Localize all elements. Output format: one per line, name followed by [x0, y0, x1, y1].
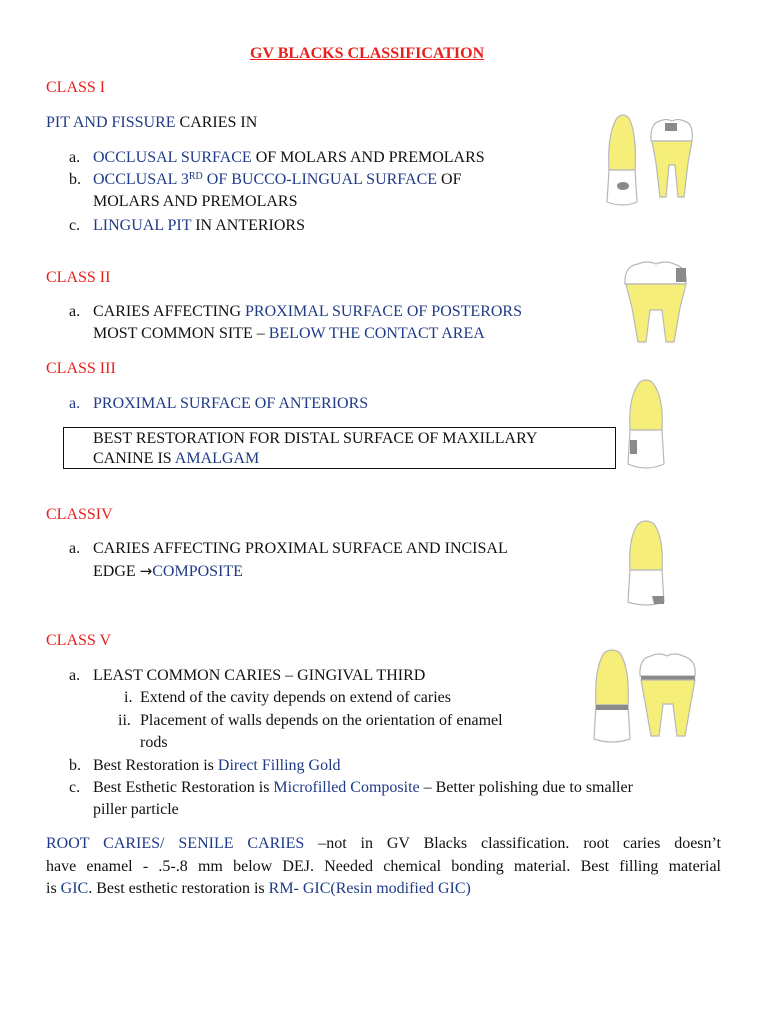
class1-item-a-rest: OF MOLARS AND PREMOLARS: [251, 149, 485, 166]
class5-item-b-marker: b.: [69, 757, 81, 774]
class5-item-c-rest: – Better polishing due to smaller: [419, 779, 633, 796]
root-caries-line1: [46, 834, 721, 854]
class1-item-a-marker: a.: [69, 149, 81, 166]
class3-note-line2-term: AMALGAM: [174, 450, 260, 467]
root-caries-line2: have enamel - .5-.8 mm below DEJ. Needed chemical bonding material. Best filling material: [46, 858, 721, 875]
root-caries-term: ROOT CARIES/ SENILE CARIES: [46, 835, 305, 852]
molar-class2-icon: [620, 258, 692, 348]
root-caries-line1-text: –not in GV Blacks classification. root caries doesn’t: [304, 835, 722, 852]
class5-item-c-line2: piller particle: [93, 801, 179, 818]
class1-item-a: [93, 148, 485, 168]
incisor-class4-icon: [622, 518, 672, 610]
class2-item-a-term: PROXIMAL SURFACE OF POSTERORS: [245, 303, 522, 320]
class4-heading: CLASSIV: [46, 506, 113, 523]
class2-item-a-text: CARIES AFFECTING: [93, 303, 246, 320]
class2-item-a-line2: [93, 324, 485, 344]
class1-item-b-superscript: RD: [188, 171, 203, 182]
class1-item-c-marker: c.: [69, 217, 81, 234]
class2-heading: CLASS II: [46, 269, 111, 286]
class5-item-i-marker: i.: [124, 689, 133, 706]
class5-heading: CLASS V: [46, 632, 112, 649]
incisor-class1-icon: [603, 110, 651, 210]
class5-item-c-text: Best Esthetic Restoration is: [93, 779, 274, 796]
class5-item-ii-line2: rods: [140, 734, 168, 751]
arrow-right-icon: →: [139, 562, 153, 580]
class5-item-b: [93, 756, 341, 776]
canine-class3-icon: [620, 378, 672, 474]
root-caries-line3: [46, 879, 471, 899]
class1-item-b-term: [93, 171, 437, 188]
class2-item-a: [93, 302, 522, 322]
root-caries-rmgic: RM- GIC(Resin modified GIC): [268, 880, 471, 897]
incisor-class5-icon: [588, 645, 640, 745]
class2-item-a-marker: a.: [69, 303, 81, 320]
class1-item-a-term: OCCLUSAL SURFACE: [93, 149, 252, 166]
class1-item-b: [93, 170, 461, 190]
molar-class1-icon: [648, 115, 696, 205]
molar-class5-icon: [635, 650, 701, 742]
class5-item-ii-marker: ii.: [118, 712, 131, 729]
class1-item-b-term-2: OF BUCCO-LINGUAL SURFACE: [202, 171, 438, 188]
class1-intro: [46, 113, 257, 133]
page-title: GV BLACKS CLASSIFICATION: [250, 45, 485, 62]
class3-item-a-term: PROXIMAL SURFACE OF ANTERIORS: [93, 395, 369, 412]
class5-item-c: [93, 778, 633, 798]
class2-item-a-line2-term: BELOW THE CONTACT AREA: [268, 325, 485, 342]
class5-item-c-term: Microfilled Composite: [273, 779, 420, 796]
class2-item-a-line2-text: MOST COMMON SITE –: [93, 325, 269, 342]
class1-item-c: [93, 216, 305, 236]
class4-item-a-line2-text: EDGE: [93, 563, 140, 580]
class4-item-a-marker: a.: [69, 540, 81, 557]
class5-item-b-term: Direct Filling Gold: [217, 757, 341, 774]
class4-item-a-line2: [93, 561, 243, 582]
class1-heading: CLASS I: [46, 79, 106, 96]
root-caries-gic: GIC: [60, 880, 89, 897]
class4-item-a-line2-term: COMPOSITE: [152, 563, 243, 580]
class5-item-c-marker: c.: [69, 779, 81, 796]
class3-heading: CLASS III: [46, 360, 116, 377]
class5-item-i-text: Extend of the cavity depends on extend of caries: [140, 689, 451, 706]
root-caries-line3-text-a: is: [46, 880, 61, 897]
class3-note-line2: [93, 449, 259, 469]
class1-item-c-term: LINGUAL PIT: [93, 217, 192, 234]
class5-item-ii-text: Placement of walls depends on the orientation of enamel: [140, 712, 503, 729]
class5-item-a-text: LEAST COMMON CARIES – GINGIVAL THIRD: [93, 667, 426, 684]
class1-item-b-term-1: OCCLUSAL 3: [93, 171, 189, 188]
class3-note-line2-text: CANINE IS: [93, 450, 175, 467]
class5-item-a-marker: a.: [69, 667, 81, 684]
root-caries-line3-text-b: . Best esthetic restoration is: [88, 880, 269, 897]
class1-item-b-line2: MOLARS AND PREMOLARS: [93, 193, 298, 210]
class1-intro-term: PIT AND FISSURE: [46, 114, 176, 131]
class5-item-b-text: Best Restoration is: [93, 757, 218, 774]
class3-item-a-marker: a.: [69, 395, 81, 412]
class1-item-b-marker: b.: [69, 171, 81, 188]
class1-item-b-rest: OF: [437, 171, 462, 188]
class1-intro-rest: CARIES IN: [175, 114, 258, 131]
class3-note-line1: BEST RESTORATION FOR DISTAL SURFACE OF MAXILLARY: [93, 430, 538, 447]
class1-item-c-rest: IN ANTERIORS: [191, 217, 305, 234]
class4-item-a-text: CARIES AFFECTING PROXIMAL SURFACE AND INCISAL: [93, 540, 508, 557]
